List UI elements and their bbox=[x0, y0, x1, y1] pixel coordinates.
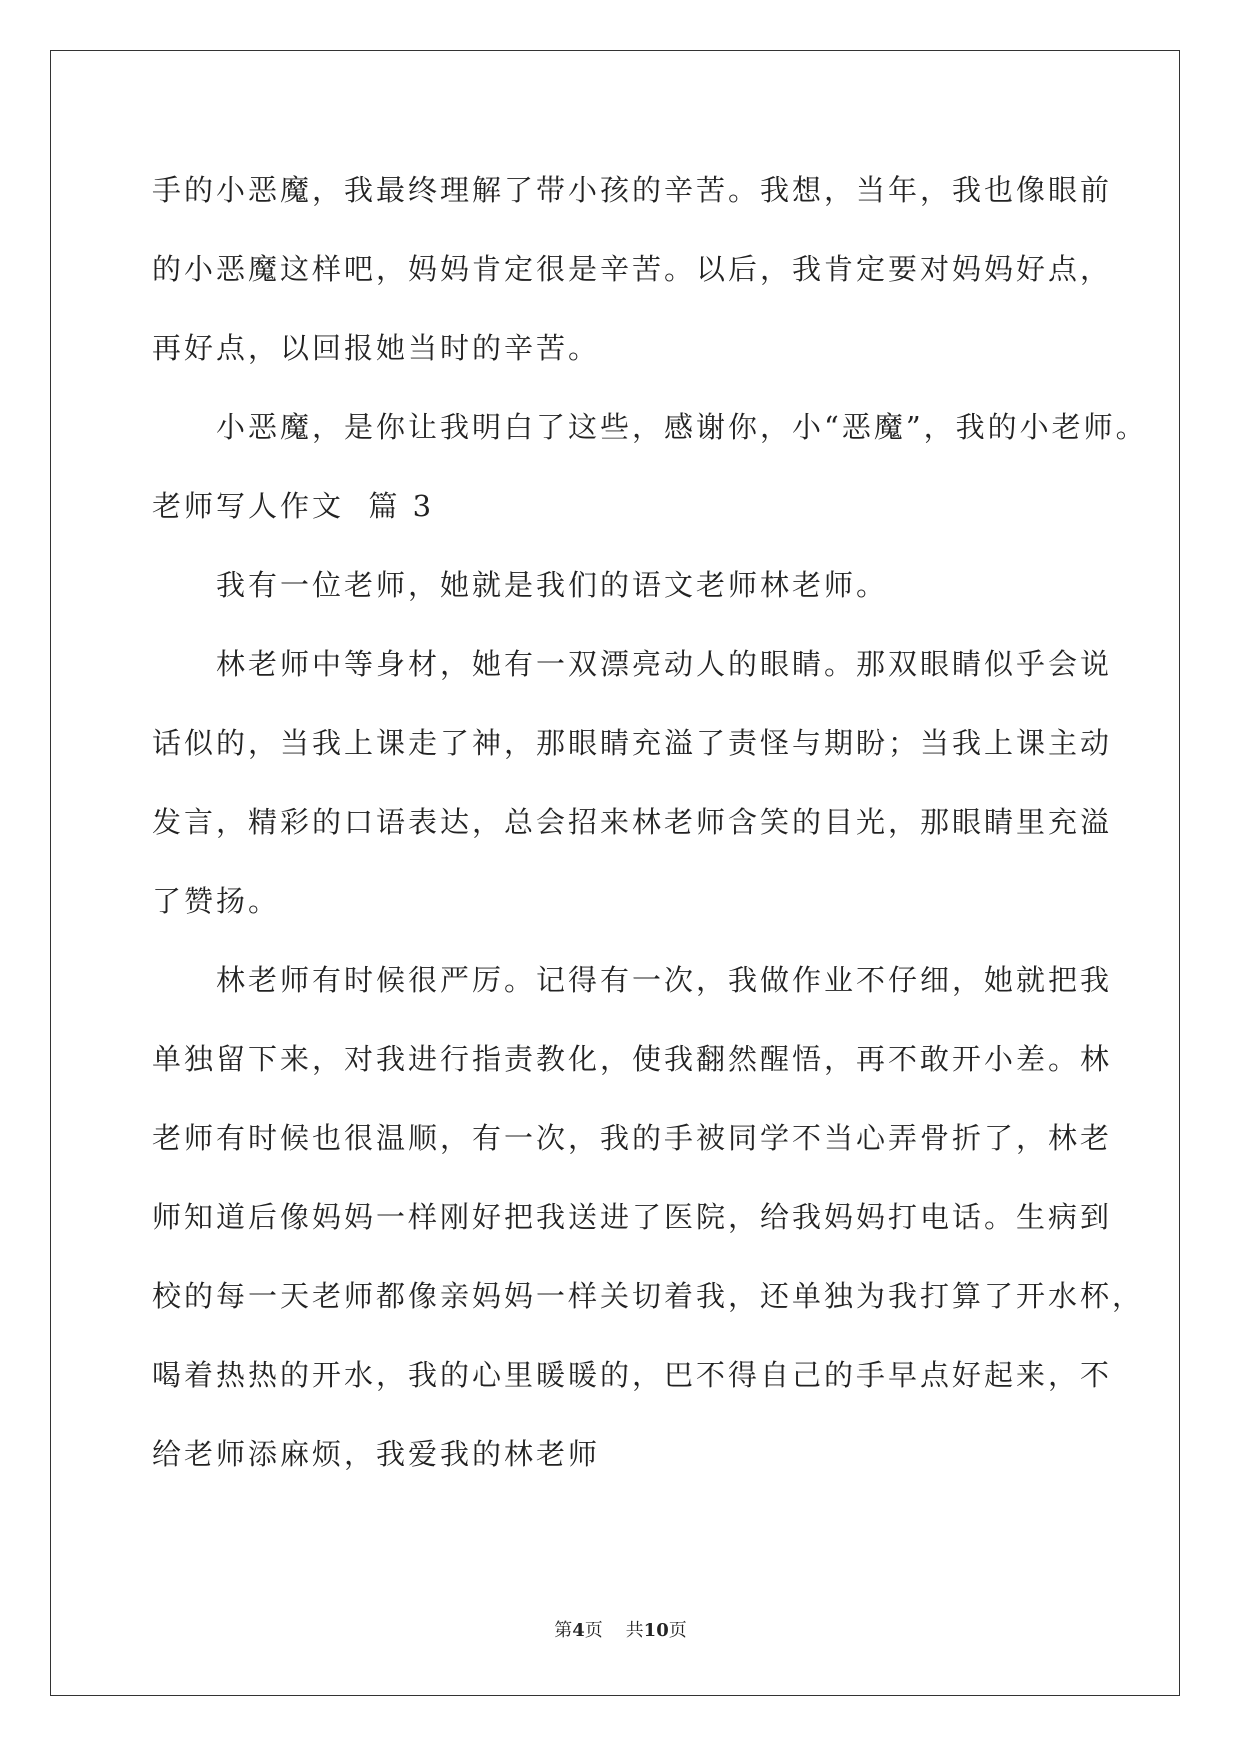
text-line: 话似的，当我上课走了神，那眼睛充溢了责怪与期盼；当我上课主动 bbox=[152, 726, 1113, 760]
text-line: 师知道后像妈妈一样刚好把我送进了医院，给我妈妈打电话。生病到 bbox=[152, 1200, 1113, 1234]
section-heading: 老师写人作文 篇 3 bbox=[152, 489, 435, 523]
text-line: 单独留下来，对我进行指责教化，使我翻然醒悟，再不敢开小差。林 bbox=[152, 1042, 1113, 1076]
page-number: 4 bbox=[572, 1620, 585, 1641]
page-prefix: 第 bbox=[554, 1620, 573, 1641]
text-line: 林老师中等身材，她有一双漂亮动人的眼睛。那双眼睛似乎会说 bbox=[216, 647, 1113, 681]
page-suffix: 页 bbox=[584, 1620, 603, 1641]
document-body bbox=[152, 162, 1148, 1505]
text-line: 老师有时候也很温顺，有一次，我的手被同学不当心弄骨折了，林老 bbox=[152, 1121, 1113, 1155]
text-line: 林老师有时候很严厉。记得有一次，我做作业不仔细，她就把我 bbox=[216, 963, 1113, 997]
text-line: 小恶魔，是你让我明白了这些，感谢你，小“恶魔”，我的小老师。 bbox=[216, 410, 1148, 444]
text-line: 了赞扬。 bbox=[152, 884, 281, 918]
text-line: 再好点，以回报她当时的辛苦。 bbox=[152, 331, 601, 365]
total-suffix: 页 bbox=[668, 1620, 687, 1641]
text-line: 的小恶魔这样吧，妈妈肯定很是辛苦。以后，我肯定要对妈妈好点， bbox=[152, 252, 1113, 286]
text-line: 喝着热热的开水，我的心里暖暖的，巴不得自己的手早点好起来，不 bbox=[152, 1358, 1113, 1392]
text-line: 我有一位老师，她就是我们的语文老师林老师。 bbox=[216, 568, 889, 602]
total-prefix: 共 bbox=[625, 1620, 644, 1641]
text-line: 手的小恶魔，我最终理解了带小孩的辛苦。我想，当年，我也像眼前 bbox=[152, 173, 1113, 207]
total-pages: 10 bbox=[643, 1620, 669, 1641]
text-line: 给老师添麻烦，我爱我的林老师 bbox=[152, 1437, 601, 1471]
page-footer bbox=[0, 1616, 1241, 1642]
text-line: 校的每一天老师都像亲妈妈一样关切着我，还单独为我打算了开水杯， bbox=[152, 1279, 1145, 1313]
text-line: 发言，精彩的口语表达，总会招来林老师含笑的目光，那眼睛里充溢 bbox=[152, 805, 1113, 839]
